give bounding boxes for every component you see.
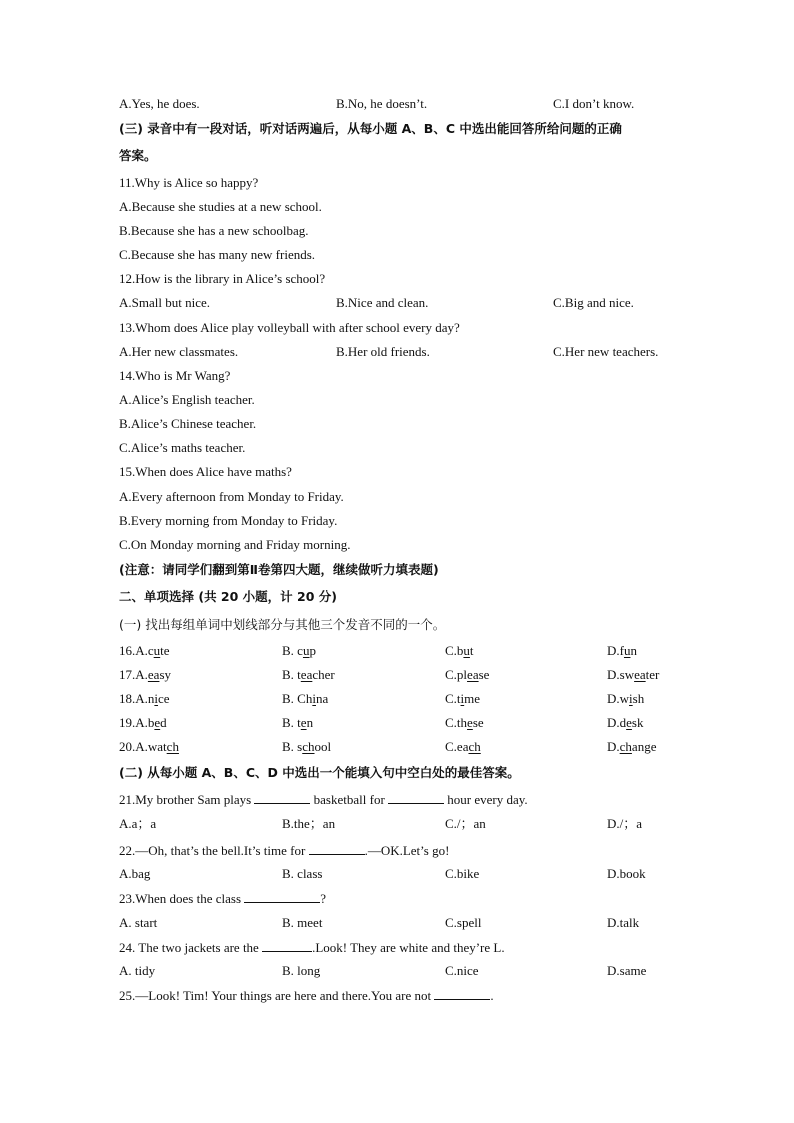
word-prefix: A.n: [135, 691, 155, 706]
word-suffix: sh: [632, 691, 645, 706]
q15-option-b: B.Every morning from Monday to Friday.: [119, 513, 338, 528]
q21-option-b: B.the；an: [282, 816, 336, 831]
underlined-letters: i: [154, 691, 159, 706]
q25-text-pre: 25.—Look! Tim! Your things are here and there.You are not: [119, 988, 435, 1003]
q22-text-post: .—OK.Let’s go!: [364, 843, 450, 858]
q23-text-pre: 23.When does the class: [119, 891, 245, 906]
phonics-17-option-a: [119, 667, 171, 683]
q22-text-pre: 22.—Oh, that’s the bell.It’s time for: [119, 843, 309, 858]
word-suffix: se: [478, 667, 490, 682]
word-prefix: C.b: [445, 643, 464, 658]
word-suffix: t: [469, 643, 474, 658]
word-suffix: ange: [631, 739, 657, 754]
q10-option-b: B.No, he doesn’t.: [336, 96, 428, 111]
phonics-20-option-b: [282, 739, 331, 755]
phonics-18-option-a: [119, 691, 170, 707]
q23-text-post: ?: [320, 891, 327, 906]
phonics-19-option-c: [445, 715, 484, 731]
word-suffix: d: [160, 715, 167, 730]
word-suffix: te: [160, 643, 170, 658]
part2-sub2-instruction: (二) 从每小题 A、B、C、D 中选出一个能填入句中空白处的最佳答案。: [119, 765, 520, 780]
word-prefix: D.: [607, 739, 620, 754]
word-suffix: ce: [158, 691, 170, 706]
word-prefix: C.th: [445, 715, 468, 730]
word-prefix: D.f: [607, 643, 624, 658]
q15-option-a: A.Every afternoon from Monday to Friday.: [119, 489, 344, 504]
q12-question: 12.How is the library in Alice’s school?: [119, 271, 326, 286]
q25-blank: [434, 987, 490, 1000]
underlined-letters: ea: [147, 667, 160, 682]
phonics-20-option-d: [607, 739, 656, 755]
q24-blank: [262, 939, 312, 952]
word-prefix: D.d: [607, 715, 627, 730]
word-prefix: C.ea: [445, 739, 469, 754]
word-prefix: A.: [135, 667, 148, 682]
word-prefix: A.wat: [135, 739, 167, 754]
q22-blank: [309, 842, 365, 855]
q11-option-a: A.Because she studies at a new school.: [119, 199, 322, 214]
phonics-number: 16.: [119, 643, 136, 658]
phonics-number: 17.: [119, 667, 136, 682]
q25-text-post: .: [490, 988, 494, 1003]
q25-question: [119, 987, 494, 1004]
q11-option-c: C.Because she has many new friends.: [119, 247, 316, 262]
phonics-18-option-b: [282, 691, 328, 707]
underlined-letters: u: [463, 643, 470, 658]
phonics-number: 19.: [119, 715, 136, 730]
q21-blank-1: [254, 791, 310, 804]
phonics-18-option-d: [607, 691, 644, 707]
part2-title: 二、单项选择 (共 20 小题，计 20 分): [119, 589, 337, 604]
q21-text-mid: basketball for: [310, 792, 389, 807]
underlined-letters: e: [300, 715, 307, 730]
q24-option-a: A. tidy: [119, 963, 156, 978]
phonics-number: 20.: [119, 739, 136, 754]
word-prefix: D.w: [607, 691, 630, 706]
underlined-letters: ch: [619, 739, 632, 754]
q23-option-d: D.talk: [607, 915, 640, 930]
q13-option-c: C.Her new teachers.: [553, 344, 659, 359]
word-suffix: se: [472, 715, 484, 730]
section3-title-line2: 答案。: [119, 148, 157, 163]
underlined-letters: u: [302, 643, 310, 658]
phonics-16-option-b: [282, 643, 316, 659]
word-prefix: D.sw: [607, 667, 635, 682]
phonics-20-option-a: [119, 739, 179, 755]
word-suffix: n: [306, 715, 314, 730]
q10-option-c: C.I don’t know.: [553, 96, 635, 111]
q22-option-a: A.bag: [119, 866, 151, 881]
underlined-letters: e: [154, 715, 161, 730]
phonics-17-option-c: [445, 667, 489, 683]
underlined-letters: i: [629, 691, 633, 706]
q21-question: [119, 791, 528, 808]
underlined-letters: ea: [467, 667, 479, 682]
phonics-18-option-c: [445, 691, 480, 707]
q22-option-d: D.book: [607, 866, 646, 881]
q11-option-b: B.Because she has a new schoolbag.: [119, 223, 309, 238]
word-suffix: sy: [159, 667, 171, 682]
q21-option-a: A.a；a: [119, 816, 157, 831]
phonics-19-option-b: [282, 715, 313, 731]
underlined-letters: u: [623, 643, 631, 658]
q12-option-b: B.Nice and clean.: [336, 295, 429, 310]
phonics-16-option-d: [607, 643, 637, 659]
word-prefix: C.pl: [445, 667, 468, 682]
listening-note: (注意：请同学们翻到第Ⅱ卷第四大题，继续做听力填表题): [119, 562, 439, 577]
underlined-letters: e: [467, 715, 473, 730]
q22-option-b: B. class: [282, 866, 323, 881]
word-suffix: cher: [312, 667, 335, 682]
word-prefix: B. c: [282, 643, 303, 658]
underlined-letters: ea: [300, 667, 313, 682]
underlined-letters: e: [626, 715, 632, 730]
phonics-number: 18.: [119, 691, 136, 706]
q24-option-d: D.same: [607, 963, 647, 978]
underlined-letters: i: [312, 691, 316, 706]
q14-option-b: B.Alice’s Chinese teacher.: [119, 416, 257, 431]
q21-text-post: hour every day.: [444, 792, 528, 807]
section3-title-line1: (三) 录音中有一段对话，听对话两遍后，从每小题 A、B、C 中选出能回答所给问题的正确: [119, 121, 622, 136]
word-prefix: B. s: [282, 739, 303, 754]
q21-text-pre: 21.My brother Sam plays: [119, 792, 255, 807]
q23-option-a: A. start: [119, 915, 158, 930]
q24-text-pre: 24. The two jackets are the: [119, 940, 263, 955]
q14-question: 14.Who is Mr Wang?: [119, 368, 231, 383]
part2-sub1-instruction: (一) 找出每组单词中划线部分与其他三个发音不同的一个。: [119, 617, 446, 632]
word-prefix: B. t: [282, 667, 301, 682]
q24-option-b: B. long: [282, 963, 321, 978]
underlined-letters: ch: [302, 739, 315, 754]
q12-option-a: A.Small but nice.: [119, 295, 210, 310]
underlined-letters: ch: [166, 739, 179, 754]
phonics-17-option-d: [607, 667, 659, 683]
q24-question: [119, 939, 505, 956]
underlined-letters: u: [153, 643, 161, 658]
phonics-16-option-c: [445, 643, 474, 659]
word-suffix: sk: [631, 715, 644, 730]
phonics-19-option-a: [119, 715, 167, 731]
q13-option-a: A.Her new classmates.: [119, 344, 239, 359]
word-prefix: B. Ch: [282, 691, 313, 706]
q24-text-post: .Look! They are white and they’re L.: [312, 940, 505, 955]
word-prefix: A.c: [135, 643, 154, 658]
word-prefix: C.t: [445, 691, 461, 706]
q22-question: [119, 842, 449, 859]
q14-option-c: C.Alice’s maths teacher.: [119, 440, 246, 455]
q11-question: 11.Why is Alice so happy?: [119, 175, 259, 190]
word-suffix: ool: [314, 739, 332, 754]
q10-option-a: A.Yes, he does.: [119, 96, 200, 111]
word-suffix: ter: [645, 667, 660, 682]
phonics-20-option-c: [445, 739, 481, 755]
q21-option-c: C./；an: [445, 816, 486, 831]
q23-question: [119, 890, 326, 907]
word-suffix: n: [630, 643, 637, 658]
q14-option-a: A.Alice’s English teacher.: [119, 392, 255, 407]
q23-option-b: B. meet: [282, 915, 323, 930]
underlined-letters: ch: [468, 739, 481, 754]
q13-question: 13.Whom does Alice play volleyball with after school every day?: [119, 320, 460, 335]
q13-option-b: B.Her old friends.: [336, 344, 430, 359]
q15-question: 15.When does Alice have maths?: [119, 464, 292, 479]
q15-option-c: C.On Monday morning and Friday morning.: [119, 537, 351, 552]
phonics-19-option-d: [607, 715, 643, 731]
q21-option-d: D./；a: [607, 816, 643, 831]
q22-option-c: C.bike: [445, 866, 480, 881]
underlined-letters: ea: [634, 667, 646, 682]
word-suffix: p: [309, 643, 316, 658]
word-suffix: me: [464, 691, 481, 706]
q21-blank-2: [388, 791, 444, 804]
q12-option-c: C.Big and nice.: [553, 295, 634, 310]
q24-option-c: C.nice: [445, 963, 479, 978]
underlined-letters: i: [460, 691, 465, 706]
word-prefix: A.b: [135, 715, 155, 730]
q23-blank: [244, 890, 320, 903]
word-suffix: na: [315, 691, 329, 706]
q23-option-c: C.spell: [445, 915, 482, 930]
phonics-16-option-a: [119, 643, 170, 659]
phonics-17-option-b: [282, 667, 335, 683]
word-prefix: B. t: [282, 715, 301, 730]
